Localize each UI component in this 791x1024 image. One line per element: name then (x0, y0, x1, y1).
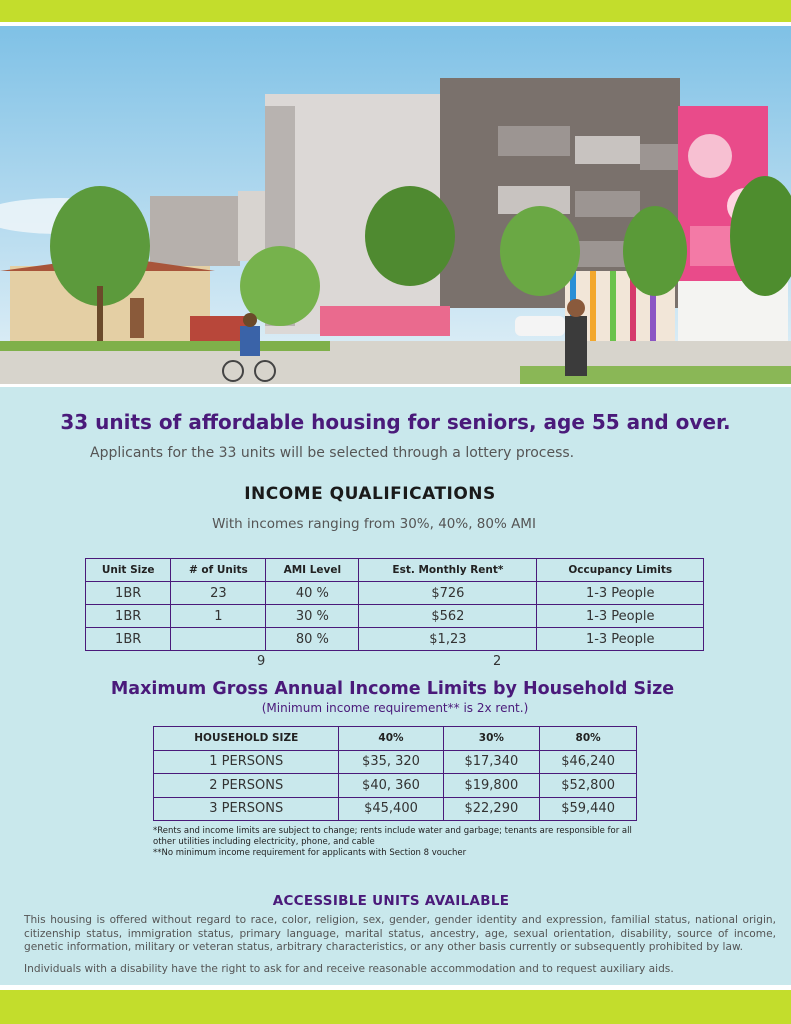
cell-ami-level: 30 % (266, 605, 359, 628)
cell-40-percent: $40, 360 (339, 774, 443, 798)
building-rendering-image (0, 26, 791, 384)
cell-ami-level: 80 % (266, 628, 359, 651)
cell-30-percent: $19,800 (443, 774, 540, 798)
table-row (86, 628, 704, 651)
bottom-accent-band (0, 990, 791, 1024)
cell-units (171, 628, 266, 651)
header-units: # of Units (171, 559, 266, 582)
rent-footnote: *Rents and income limits are subject to change; rents include water and garbage; tenants are responsible for all other utilities including electricity, phone, and cable (153, 826, 632, 847)
cell-monthly-rent: $1,23 (359, 628, 537, 651)
section8-footnote: **No minimum income requirement for applicants with Section 8 voucher (153, 848, 467, 858)
cell-ami-level: 40 % (266, 582, 359, 605)
overflow-units-digit: 9 (257, 654, 266, 669)
cell-80-percent: $46,240 (540, 750, 637, 774)
lottery-note: Applicants for the 33 units will be selected through a lottery process. (90, 445, 575, 461)
cell-80-percent: $59,440 (540, 797, 637, 821)
table-header-row (154, 727, 637, 751)
cell-30-percent: $17,340 (443, 750, 540, 774)
header-unit-size: Unit Size (86, 559, 171, 582)
cell-40-percent: $45,400 (339, 797, 443, 821)
cell-occupancy: 1-3 People (537, 605, 704, 628)
cell-unit-size: 1BR (86, 582, 171, 605)
table-header-row (86, 559, 704, 582)
table-row (154, 750, 637, 774)
cell-household-size: 2 PERSONS (154, 774, 339, 798)
income-limits-title: Maximum Gross Annual Income Limits by Household Size (110, 679, 675, 699)
cell-unit-size: 1BR (86, 605, 171, 628)
header-household-size: HOUSEHOLD SIZE (154, 727, 339, 751)
cell-monthly-rent: $726 (359, 582, 537, 605)
header-occupancy: Occupancy Limits (537, 559, 704, 582)
table-row (86, 605, 704, 628)
header-ami-level: AMI Level (266, 559, 359, 582)
cell-40-percent: $35, 320 (339, 750, 443, 774)
table-row (154, 774, 637, 798)
accommodation-statement: Individuals with a disability have the right to ask for and receive reasonable accommodation and to request auxiliary aids. (24, 963, 674, 975)
header-30-percent: 30% (443, 727, 540, 751)
cell-units: 1 (171, 605, 266, 628)
cell-units: 23 (171, 582, 266, 605)
fair-housing-statement: This housing is offered without regard to race, color, religion, sex, gender, gender identity and expression, familial status, national origin, citizenship status, immigration status, primary language, marital status, ancestry, age, sexual orientation, disability, source of income, genetic information, military or veteran status, arbitrary characteristics, or any other basis currently or subsequently prohibited by law. (24, 914, 776, 953)
cell-occupancy: 1-3 People (537, 628, 704, 651)
table-row (86, 582, 704, 605)
cell-occupancy: 1-3 People (537, 582, 704, 605)
header-80-percent: 80% (540, 727, 637, 751)
cell-monthly-rent: $562 (359, 605, 537, 628)
income-qualifications-subtitle: With incomes ranging from 30%, 40%, 80% AMI (212, 516, 536, 532)
cell-household-size: 3 PERSONS (154, 797, 339, 821)
accessible-units-title: ACCESSIBLE UNITS AVAILABLE (272, 893, 510, 909)
cell-30-percent: $22,290 (443, 797, 540, 821)
unit-rent-table (85, 558, 704, 651)
income-qualifications-title: INCOME QUALIFICATIONS (244, 484, 496, 504)
cell-80-percent: $52,800 (540, 774, 637, 798)
cell-household-size: 1 PERSONS (154, 750, 339, 774)
page-headline: 33 units of affordable housing for seniors, age 55 and over. (60, 410, 731, 434)
income-limits-subtitle: (Minimum income requirement** is 2x rent.) (261, 701, 529, 715)
overflow-rent-digit: 2 (493, 654, 502, 669)
top-accent-band (0, 0, 791, 22)
table-row (154, 797, 637, 821)
header-monthly-rent: Est. Monthly Rent* (359, 559, 537, 582)
cell-unit-size: 1BR (86, 628, 171, 651)
header-40-percent: 40% (339, 727, 443, 751)
income-limits-table (153, 726, 637, 821)
